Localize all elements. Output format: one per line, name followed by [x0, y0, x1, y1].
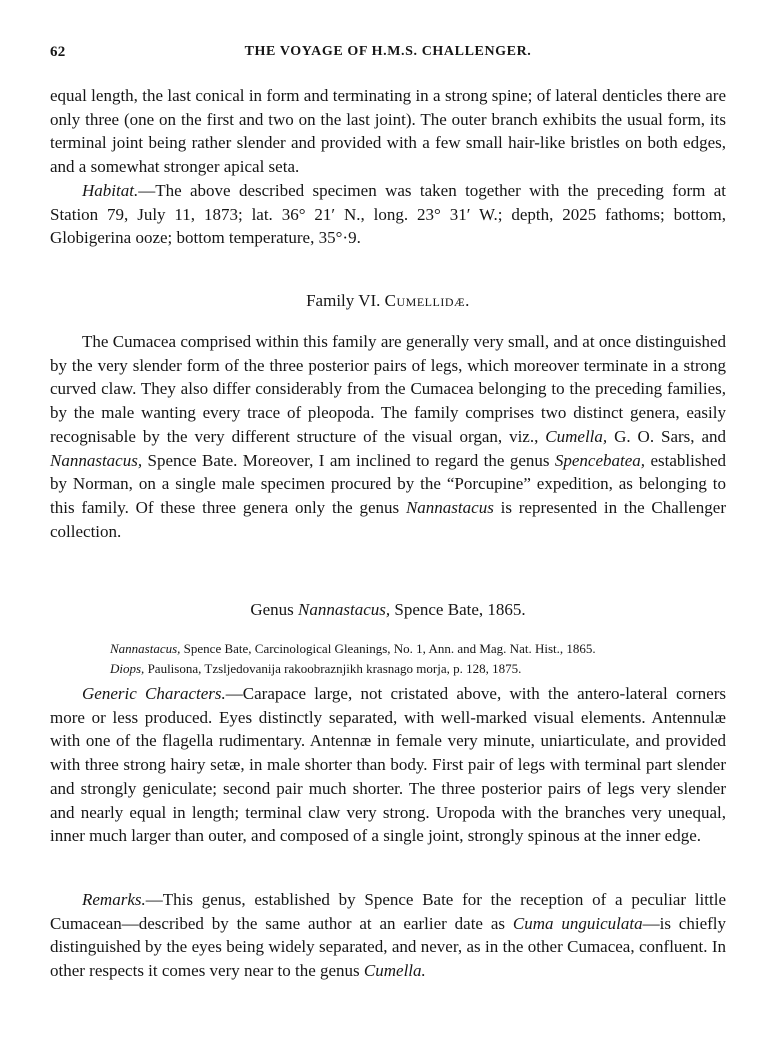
running-title: THE VOYAGE OF H.M.S. CHALLENGER.	[244, 44, 532, 59]
generic-label: Generic Characters.	[82, 684, 226, 703]
family-heading	[50, 291, 726, 311]
genus-cumella: Cumella,	[545, 426, 608, 446]
paragraph-continuation	[50, 84, 726, 179]
remarks-text-1: —This genus, established by Spence Bate for the reception of a peculiar little Cumacean—described by the same author at an earlier date as	[50, 890, 726, 933]
remarks-paragraph	[50, 888, 726, 983]
synonymy-entry: Nannastacus, Spence Bate, Carcinological Gleanings, No. 1, Ann. and Mag. Nat. Hist., 1865.	[110, 641, 596, 656]
genus-spencebatea: Spencebatea,	[554, 450, 646, 470]
habitat-paragraph	[50, 179, 726, 250]
family-text-1: The Cumacea comprised within this family are generally very small, and at once distinguished by the very slender form of the three posterior pairs of legs, which moreover terminate in a strong curved claw. They also differ considerably from the Cumacea belonging to the preceding families, by the male wanting every trace of pleopoda. The family comprises two distinct genera, easily recognisable by the very different structure of the visual organ, viz.,	[50, 332, 726, 446]
family-name: Cumellidæ.	[384, 291, 470, 310]
synonymy-list	[110, 639, 730, 679]
family-prefix: Family VI.	[306, 291, 381, 310]
genus-nannastacus-2: Nannastacus	[405, 497, 494, 517]
genus-nannastacus: Nannastacus,	[50, 450, 143, 470]
habitat-label: Habitat.	[82, 181, 139, 200]
page-number: 62	[50, 44, 66, 60]
generic-text: —Carapace large, not cristated above, with the antero-lateral corners more or less produced. Eyes distinctly separated, with well-marked visual elements. Antennulæ with one of the flagella rudimentary. Antennæ in female very minute, uniarticulate, and provided with three strong hairy setæ, in male shorter than body. First pair of legs with terminal part slender and strongly geniculate; second pair much shorter. The three posterior pairs of legs very slender and nearly equal in length; terminal claw very strong. Uropoda with the branches very unequal, inner much larger than outer, and composed of a single joint, strongly spinous at the inner edge.	[50, 684, 726, 846]
family-text-4: established by Norman, on a single male specimen procured by the “Porcupine” expedition, as belonging to this family. Of these three genera only the genus	[50, 450, 726, 517]
genus-heading-name: Nannastacus,	[298, 600, 391, 619]
generic-characters-paragraph	[50, 682, 726, 848]
family-text-5: is represented in the Challenger collection.	[50, 497, 727, 541]
cuma-unguiculata: Cuma unguiculata	[512, 913, 643, 933]
continuation-text: equal length, the last conical in form and terminating in a strong spine; of lateral denticles there are only three (one on the first and two on the last joint). The outer branch exhibits the usual form, its terminal joint being rather slender and provided with a few small hair-like bristles on both edges, and a somewhat stronger apical seta.	[50, 86, 726, 177]
synonymy-entry: Diops, Paulisona, Tzsljedovanija rakoobraznjikh krasnago morja, p. 128, 1875.	[110, 661, 522, 676]
genus-heading	[50, 600, 726, 620]
remarks-label: Remarks.	[82, 890, 146, 909]
family-text-2: G. O. Sars, and	[614, 426, 726, 446]
habitat-text: —The above described specimen was taken together with the preceding form at Station 79, July 11, 1873; lat. 36° 21′ N., long. 23° 31′ W.; depth, 2025 fathoms; bottom, Globigerina ooze; bottom temperature, 35°·9.	[50, 181, 726, 248]
remarks-text-2: —is chiefly distinguished by the eyes being widely separated, and never, as in the other Cumacea, confluent. In other respects it comes very near to the genus	[50, 913, 726, 981]
genus-prefix: Genus	[250, 600, 294, 619]
genus-suffix: Spence Bate, 1865.	[394, 600, 526, 619]
family-text-3: Spence Bate. Moreover, I am inclined to regard the genus	[147, 450, 550, 470]
family-description	[50, 330, 726, 543]
cumella-ref: Cumella.	[363, 961, 426, 981]
